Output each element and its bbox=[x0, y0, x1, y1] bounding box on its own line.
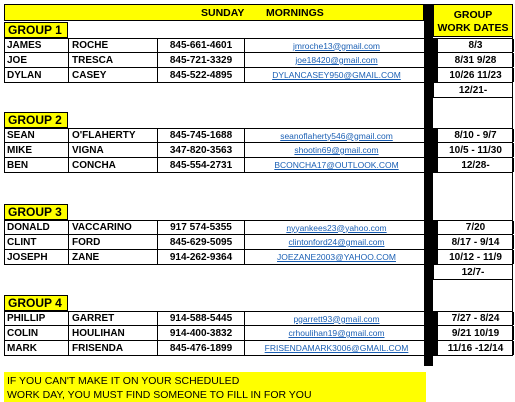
work-dates: 7/20 bbox=[438, 221, 514, 234]
last-name: ZANE bbox=[69, 250, 158, 264]
work-dates-header-group: GROUP bbox=[453, 9, 493, 21]
first-name: JOSEPH bbox=[5, 250, 69, 264]
work-dates: 11/16 -12/14 bbox=[438, 341, 514, 355]
phone: 914-400-3832 bbox=[158, 326, 245, 340]
email-link[interactable]: BCONCHA17@OUTLOOK.COM bbox=[245, 158, 429, 172]
gap-cell bbox=[429, 39, 438, 52]
gap-cell bbox=[429, 312, 438, 325]
email-link[interactable]: crhoulihan19@gmail.com bbox=[245, 326, 429, 340]
phone: 845-522-4895 bbox=[158, 68, 245, 82]
table-row bbox=[4, 68, 513, 83]
email-link[interactable]: joe18420@gmail.com bbox=[245, 53, 429, 67]
last-name: O'FLAHERTY bbox=[69, 129, 158, 142]
last-name: CASEY bbox=[69, 68, 158, 82]
table-row bbox=[4, 326, 513, 341]
work-dates: 8/31 9/28 bbox=[438, 53, 514, 67]
table-row bbox=[4, 235, 513, 250]
gap-cell bbox=[429, 143, 438, 157]
work-dates: 9/21 10/19 bbox=[438, 326, 514, 340]
email-link[interactable]: DYLANCASEY950@GMAIL.COM bbox=[245, 68, 429, 82]
table-row bbox=[4, 143, 513, 158]
phone: 845-745-1688 bbox=[158, 129, 245, 142]
gap-cell bbox=[429, 250, 438, 264]
last-name: GARRET bbox=[69, 312, 158, 325]
group-3-label: GROUP 3 bbox=[4, 204, 68, 220]
extra-date: 12/7- bbox=[461, 267, 485, 278]
phone: 845-629-5095 bbox=[158, 235, 245, 249]
work-dates: 8/10 - 9/7 bbox=[438, 129, 514, 142]
first-name: DYLAN bbox=[5, 68, 69, 82]
phone: 845-476-1899 bbox=[158, 341, 245, 355]
table-row bbox=[4, 158, 513, 173]
first-name: COLIN bbox=[5, 326, 69, 340]
gap-cell bbox=[429, 341, 438, 355]
table-row bbox=[4, 220, 513, 235]
gap-cell bbox=[429, 129, 438, 142]
extra-date: 12/21- bbox=[458, 85, 488, 96]
first-name: PHILLIP bbox=[5, 312, 69, 325]
last-name: FRISENDA bbox=[69, 341, 158, 355]
email-link[interactable]: FRISENDAMARK3006@GMAIL.COM bbox=[245, 341, 429, 355]
phone: 917 574-5355 bbox=[158, 221, 245, 234]
work-dates: 10/12 - 11/9 bbox=[438, 250, 514, 264]
gap-cell bbox=[429, 53, 438, 67]
first-name: CLINT bbox=[5, 235, 69, 249]
notice-line-1: IF YOU CAN'T MAKE IT ON YOUR SCHEDULED bbox=[7, 375, 240, 387]
last-name: VACCARINO bbox=[69, 221, 158, 234]
group-4-label: GROUP 4 bbox=[4, 295, 68, 311]
table-row bbox=[4, 341, 513, 356]
work-dates: 8/17 - 9/14 bbox=[438, 235, 514, 249]
gap-cell bbox=[429, 68, 438, 82]
email-link[interactable]: clintonford24@gmail.com bbox=[245, 235, 429, 249]
phone: 845-554-2731 bbox=[158, 158, 245, 172]
work-dates: 12/28- bbox=[438, 158, 514, 172]
email-link[interactable]: seanoflaherty546@gmail.com bbox=[245, 129, 429, 142]
first-name: SEAN bbox=[5, 129, 69, 142]
work-dates-header-label: WORK DATES bbox=[437, 22, 509, 34]
last-name: CONCHA bbox=[69, 158, 158, 172]
email-link[interactable]: pgarrett93@gmail.com bbox=[245, 312, 429, 325]
phone: 914-262-9364 bbox=[158, 250, 245, 264]
work-dates: 8/3 bbox=[438, 39, 514, 52]
group-1-label: GROUP 1 bbox=[4, 22, 68, 38]
last-name: FORD bbox=[69, 235, 158, 249]
email-link[interactable]: shootin69@gmail.com bbox=[245, 143, 429, 157]
table-row bbox=[4, 250, 513, 265]
first-name: JAMES bbox=[5, 39, 69, 52]
gap-cell bbox=[429, 158, 438, 172]
header-title-time: MORNINGS bbox=[266, 7, 324, 19]
table-row bbox=[4, 128, 513, 143]
table-row bbox=[4, 311, 513, 326]
first-name: BEN bbox=[5, 158, 69, 172]
table-row bbox=[4, 38, 513, 53]
email-link[interactable]: nyyankees23@yahoo.com bbox=[245, 221, 429, 234]
last-name: TRESCA bbox=[69, 53, 158, 67]
work-dates: 10/5 - 11/30 bbox=[438, 143, 514, 157]
gap-cell bbox=[429, 235, 438, 249]
phone: 845-721-3329 bbox=[158, 53, 245, 67]
first-name: JOE bbox=[5, 53, 69, 67]
last-name: HOULIHAN bbox=[69, 326, 158, 340]
gap-cell bbox=[429, 326, 438, 340]
work-dates: 7/27 - 8/24 bbox=[438, 312, 514, 325]
notice-line-2: WORK DAY, YOU MUST FIND SOMEONE TO FILL IN FOR YOU bbox=[7, 389, 312, 401]
email-link[interactable]: jmroche13@gmail.com bbox=[245, 39, 429, 52]
phone: 347-820-3563 bbox=[158, 143, 245, 157]
group-2-label: GROUP 2 bbox=[4, 112, 68, 128]
phone: 914-588-5445 bbox=[158, 312, 245, 325]
email-link[interactable]: JOEZANE2003@YAHOO.COM bbox=[245, 250, 429, 264]
table-row bbox=[4, 53, 513, 68]
first-name: MARK bbox=[5, 341, 69, 355]
gap-cell bbox=[429, 221, 438, 234]
first-name: DONALD bbox=[5, 221, 69, 234]
phone: 845-661-4601 bbox=[158, 39, 245, 52]
header-title-day: SUNDAY bbox=[201, 7, 245, 19]
work-dates: 10/26 11/23 bbox=[438, 68, 514, 82]
first-name: MIKE bbox=[5, 143, 69, 157]
last-name: VIGNA bbox=[69, 143, 158, 157]
last-name: ROCHE bbox=[69, 39, 158, 52]
